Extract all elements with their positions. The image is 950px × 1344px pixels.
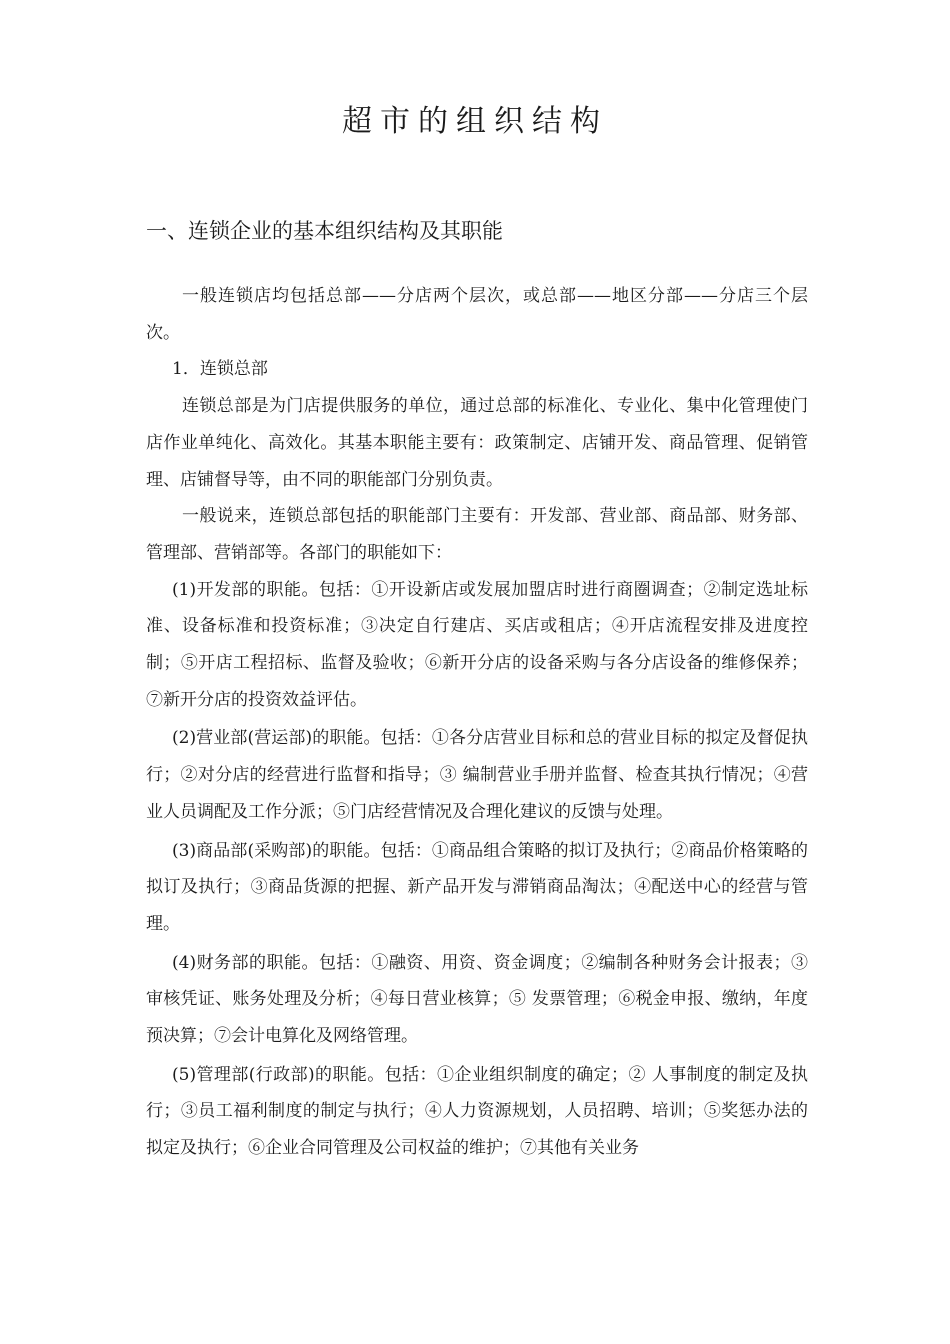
section-heading: 一、连锁企业的基本组织结构及其职能 <box>146 219 503 243</box>
paragraph-development-dept: (1)开发部的职能。包括：①开设新店或发展加盟店时进行商圈调查；②制定选址标准、设备标准和投资标准；③决定自行建店、买店或租店；④开店流程安排及进度控制；⑤开店工程招标、监督及验收；⑥新开分店的设备采购与各分店设备的维修保养；⑦新开分店的投资效益评估。 <box>146 579 808 710</box>
paragraph-headquarters-role: 连锁总部是为门店提供服务的单位，通过总部的标准化、专业化、集中化管理使门店作业单纯化、高效化。其基本职能主要有：政策制定、店铺开发、商品管理、促销管理、店铺督导等，由不同的职能部门分别负责。 <box>146 396 808 490</box>
paragraph-admin-dept: (5)管理部(行政部)的职能。包括：①企业组织制度的确定；② 人事制度的制定及执行；③员工福利制度的制定与执行；④人力资源规划，人员招聘、培训；⑤奖惩办法的拟定及执行；⑥企业合同管理及公司权益的维护；⑦其他有关业务 <box>146 1064 808 1159</box>
document-body <box>146 278 808 1167</box>
subheading-chain-headquarters: 1．连锁总部 <box>172 359 268 380</box>
paragraph-intro: 一般连锁店均包括总部——分店两个层次，或总部——地区分部——分店三个层次。 <box>146 286 808 343</box>
document-title: 超市的组织结构 <box>342 104 608 139</box>
paragraph-merchandise-dept: (3)商品部(采购部)的职能。包括：①商品组合策略的拟订及执行；②商品价格策略的拟订及执行；③商品货源的把握、新产品开发与滞销商品淘汰；④配送中心的经营与管理。 <box>146 840 808 934</box>
paragraph-departments-overview: 一般说来，连锁总部包括的职能部门主要有：开发部、营业部、商品部、财务部、管理部、营销部等。各部门的职能如下： <box>146 506 808 563</box>
paragraph-finance-dept: (4)财务部的职能。包括：①融资、用资、资金调度；②编制各种财务会计报表；③审核凭证、账务处理及分析；④每日营业核算；⑤ 发票管理；⑥税金申报、缴纳，年度预决算；⑦会计电算化及网络管理。 <box>146 952 808 1047</box>
paragraph-operations-dept: (2)营业部(营运部)的职能。包括：①各分店营业目标和总的营业目标的拟定及督促执行；②对分店的经营进行监督和指导；③ 编制营业手册并监督、检查其执行情况；④营业人员调配及工作分派；⑤门店经营情况及合理化建议的反馈与处理。 <box>146 728 808 822</box>
